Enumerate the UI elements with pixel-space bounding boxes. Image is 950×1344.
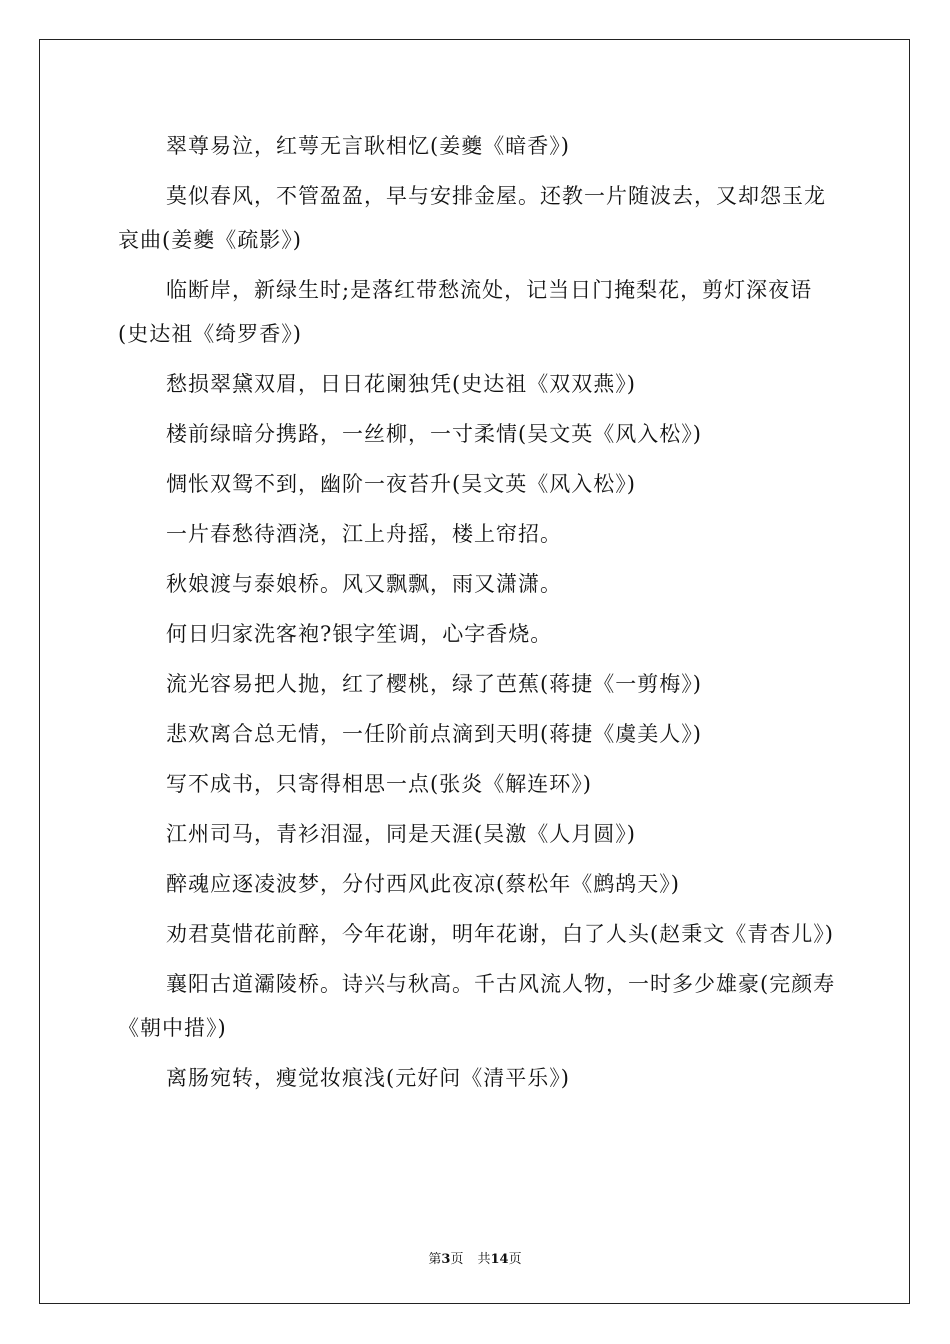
paragraph: 秋娘渡与泰娘桥。风又飘飘，雨又潇潇。 bbox=[166, 572, 562, 596]
paragraph: 翠尊易泣，红萼无言耿相忆(姜夔《暗香》) bbox=[166, 134, 570, 158]
page-suffix: 页 bbox=[450, 1252, 464, 1267]
document-body bbox=[118, 124, 838, 1106]
paragraph: 襄阳古道灞陵桥。诗兴与秋高。千古风流人物，一时多少雄豪(完颜寿《朝中措》) bbox=[118, 972, 836, 1040]
paragraph: 流光容易把人抛，红了樱桃，绿了芭蕉(蒋捷《一剪梅》) bbox=[166, 672, 702, 696]
paragraph: 何日归家洗客袍?银字笙调，心字香烧。 bbox=[166, 622, 553, 646]
total-pages: 14 bbox=[490, 1252, 509, 1267]
paragraph: 楼前绿暗分携路，一丝柳，一寸柔情(吴文英《风入松》) bbox=[166, 422, 702, 446]
total-prefix: 共 bbox=[477, 1252, 491, 1267]
paragraph: 写不成书，只寄得相思一点(张炎《解连环》) bbox=[166, 772, 592, 796]
paragraph: 醉魂应逐凌波梦，分付西风此夜凉(蔡松年《鹧鸪天》) bbox=[166, 872, 680, 896]
page-number: 3 bbox=[441, 1252, 451, 1267]
page-prefix: 第 bbox=[428, 1252, 442, 1267]
total-suffix: 页 bbox=[508, 1252, 522, 1267]
paragraph: 江州司马，青衫泪湿，同是天涯(吴激《人月圆》) bbox=[166, 822, 636, 846]
paragraph: 临断岸，新绿生时;是落红带愁流处，记当日门掩梨花，剪灯深夜语(史达祖《绮罗香》) bbox=[118, 278, 813, 346]
paragraph: 莫似春风，不管盈盈，早与安排金屋。还教一片随波去，又却怨玉龙哀曲(姜夔《疏影》) bbox=[118, 184, 826, 252]
paragraph: 惆怅双鸳不到，幽阶一夜苔升(吴文英《风入松》) bbox=[166, 472, 636, 496]
paragraph: 离肠宛转，瘦觉妆痕浅(元好问《清平乐》) bbox=[166, 1066, 570, 1090]
paragraph: 愁损翠黛双眉，日日花阑独凭(史达祖《双双燕》) bbox=[166, 372, 636, 396]
page-footer bbox=[0, 1248, 950, 1267]
paragraph: 一片春愁待酒浇，江上舟摇，楼上帘招。 bbox=[166, 522, 562, 546]
paragraph: 悲欢离合总无情，一任阶前点滴到天明(蒋捷《虞美人》) bbox=[166, 722, 702, 746]
paragraph: 劝君莫惜花前醉，今年花谢，明年花谢，白了人头(赵秉文《青杏儿》) bbox=[166, 922, 834, 946]
